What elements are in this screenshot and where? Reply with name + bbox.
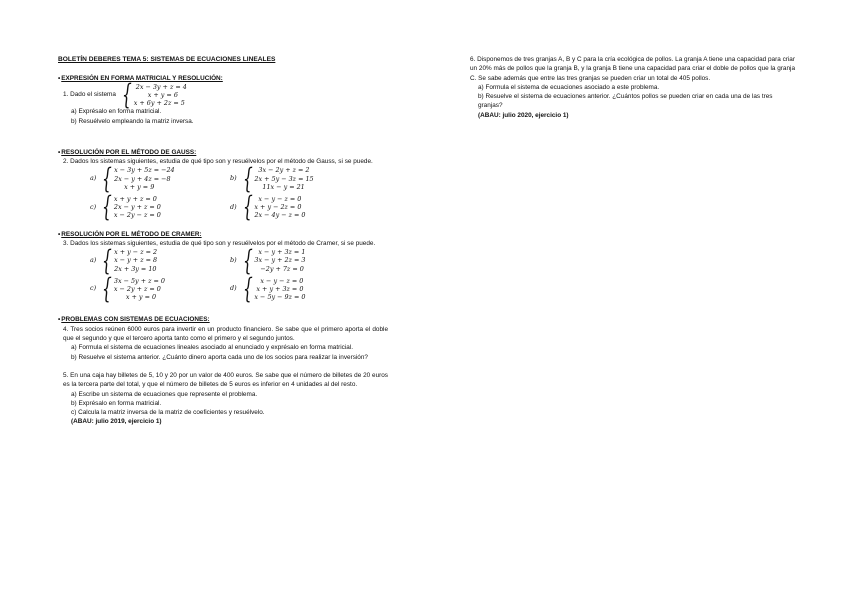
equation: 3x − 5y + z = 0 [113,276,165,285]
equation: 2x + 3y = 10 [114,264,157,273]
system-d [230,272,370,306]
equation: x + y − 2z = 0 [254,203,302,212]
equation: x − y − z = 0 [258,195,302,203]
right-column [470,55,795,120]
section-heading-gauss: • RESOLUCIÓN POR EL MÉTODO DE GAUSS: [58,148,388,157]
brace-icon: { [121,77,132,111]
system-label: d) [230,284,237,293]
system-label: a) [90,255,97,264]
brace-icon: { [242,161,253,195]
equation: x − 3y + 5z = −24 [114,166,175,175]
page-title: BOLETÍN DEBERES TEMA 5: SISTEMAS DE ECUACIONES LINEALES [58,56,276,63]
exercise-4a: a) Formula el sistema de ecuaciones lineales asociado al enunciado y exprésalo en forma matricial. [71,344,354,352]
equation: x + y = 6 [147,90,178,99]
equation: x − y − z = 0 [260,276,304,285]
equation: x + y + z = 0 [113,195,157,203]
brace-icon: { [102,161,113,195]
exercise-1-label: 1. Dado el sistema [63,91,116,99]
exercise-6b: b) Resuelve el sistema de ecuaciones anterior. ¿Cuántos pollos se pueden criar en cada una de las tres granjas? [478,93,773,110]
equation: x − 2y + z = 0 [113,285,161,294]
exercise-5: 5. En una caja hay billetes de 5, 10 y 20 por un valor de 400 euros. Se sabe que el número de billetes de 20 euros es la tercera parte del total, y que el número de billetes de 5 euros es inferior en 4 unidades al del resto. [63,371,388,389]
system-b [230,243,370,277]
exercise-3: 3. Dados los sistemas siguientes, estudia de qué tipo son y resuélvelos por el método de Cramer, si se puede. [63,239,376,247]
section-heading-matricial: • EXPRESIÓN EN FORMA MATRICIAL Y RESOLUCIÓN: [58,74,388,83]
equation: 3x − y + 2z = 3 [254,256,306,265]
brace-icon: { [242,243,253,277]
equation: x + y − z = 2 [114,248,158,257]
equation: x − y + 3z = 1 [258,248,306,257]
system-label: b) [230,255,237,264]
exercise-1-system [118,77,187,111]
system-a [90,161,230,195]
system-d [230,190,370,224]
equation: x + y = 0 [125,293,157,302]
equation: 11x − y = 21 [262,182,305,191]
exercise-6a: a) Formula el sistema de ecuaciones asociado a este problema. [478,83,660,91]
exercise-6: 6. Disponemos de tres granjas A, B y C para la cría ecológica de pollos. La granja A tiene una capacidad para criar un 20% más de pollos que la granja B, y la granja B tiene una capacidad para criar el doble de pollos que la granja C. Se sabe además que entre las tres granjas se pueden criar un total de 405 pollos. [470,56,795,82]
brace-icon: { [102,272,112,306]
brace-icon: { [102,190,112,224]
exercise-5b: b) Exprésalo en forma matricial. [71,399,162,407]
exercise-5-reference: (ABAU: julio 2019, ejercicio 1) [71,418,162,426]
section-heading-cramer: • RESOLUCIÓN POR EL MÉTODO DE CRAMER: [58,230,388,239]
system-label: a) [90,174,97,183]
equation: 2x − y + z = 0 [113,203,161,212]
system-c [90,272,230,306]
system-c [90,190,230,224]
equation: x − 5y − 9z = 0 [254,293,306,302]
brace-icon: { [242,190,253,224]
section-heading-problems: • PROBLEMAS CON SISTEMAS DE ECUACIONES: [58,315,388,324]
exercise-6-reference: (ABAU: julio 2020, ejercicio 1) [478,111,569,119]
system-label: c) [90,284,97,293]
left-column [58,55,388,427]
equation: x − 2y − z = 0 [113,211,161,220]
exercise-1a: a) Exprésalo en forma matricial. [71,108,162,116]
exercise-1b: b) Resuélvelo empleando la matriz inversa. [71,117,194,125]
equation: x + y = 9 [124,182,155,191]
system-label: d) [230,202,237,211]
equation: x − y + z = 8 [114,256,158,265]
brace-icon: { [102,243,113,277]
brace-icon: { [242,272,253,306]
equation: 2x + 5y − 3z = 15 [254,174,314,183]
system-label: c) [90,202,97,211]
exercise-2: 2. Dados los sistemas siguientes, estudia de qué tipo son y resuélvelos por el método de Gauss, si se puede. [63,158,373,166]
equation: −2y + 7z = 0 [260,264,304,273]
system-a [90,243,230,277]
exercise-5a: a) Escribe un sistema de ecuaciones que represente el problema. [71,390,258,398]
equation: 3x − 2y + z = 2 [258,166,310,175]
equation: 2x − 4y − z = 0 [254,211,306,220]
system-b [230,161,370,195]
exercise-4: 4. Tres socios reúnen 6000 euros para invertir en un producto financiero. Se sabe que el primero aporta el doble que el segundo y que el tercero aporta tanto como el primero y el segundo juntos. [63,325,388,343]
exercise-5c: c) Calcula la matriz inversa de la matriz de coeficientes y resuélvelo. [71,409,265,417]
equation: x + 6y + 2z = 5 [133,99,185,107]
equation: x + y + 3z = 0 [256,285,304,294]
exercise-4b: b) Resuelve el sistema anterior. ¿Cuánto dinero aporta cada uno de los socios para realizar la inversión? [71,353,368,361]
system-label: b) [230,174,237,183]
equation: 2x − 3y + z = 4 [135,82,187,91]
equation: 2x − y + 4z = −8 [114,174,171,183]
